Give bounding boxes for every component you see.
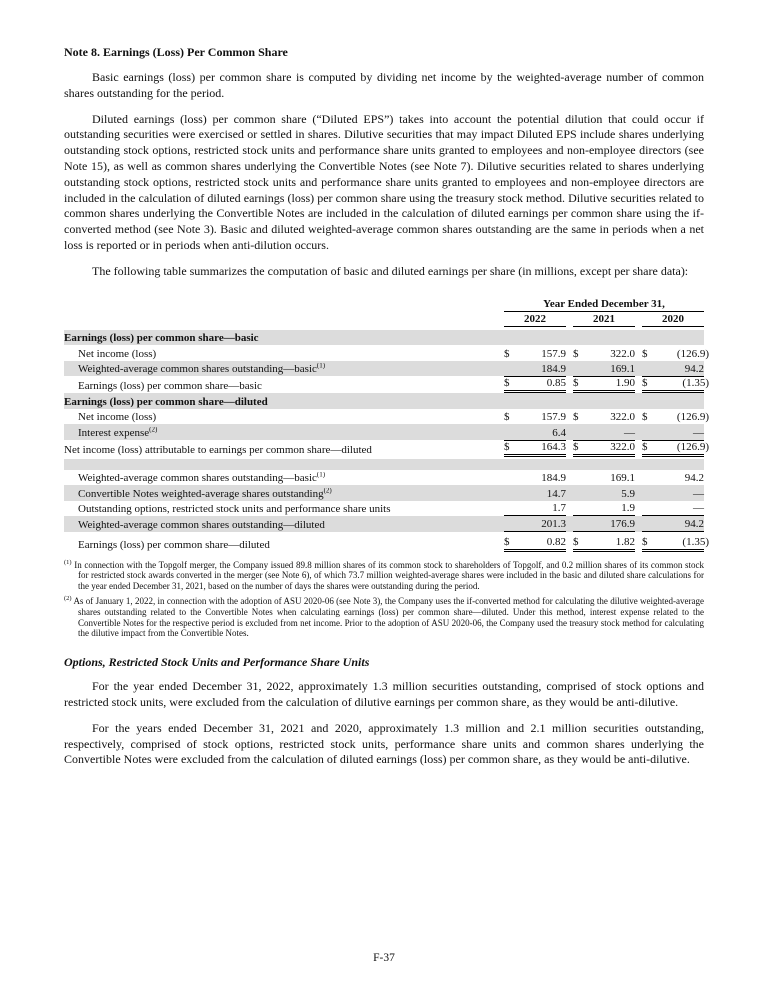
currency-symbol: $ [573, 440, 579, 453]
value: — [693, 487, 704, 500]
value-cell [642, 363, 704, 376]
paragraph-table-intro: The following table summarizes the computation of basic and diluted earnings per share (in millions, except per share data): [92, 263, 689, 278]
footnote-ref: (1) [316, 363, 326, 370]
value: (126.9) [676, 411, 709, 424]
value: 176.9 [610, 517, 635, 530]
footnote-2-marker: (2) [64, 594, 72, 602]
table-row [64, 470, 704, 486]
value-cell [504, 518, 566, 532]
eps-table-body [64, 330, 709, 552]
value-cell [504, 488, 566, 501]
options-rsu-psu-subheading: Options, Restricted Stock Units and Performance Share Units [64, 655, 370, 670]
value-cell [573, 536, 635, 552]
value: 14.7 [546, 487, 566, 500]
year-column-2022: 2022 [504, 313, 566, 327]
table-header-years-row [64, 312, 704, 327]
currency-symbol: $ [573, 347, 579, 360]
value: 94.2 [684, 517, 704, 530]
value-cell [504, 427, 566, 440]
paragraph-2021-2020-exclusions: For the years ended December 31, 2021 and 2020, approximately 1.3 million and 2.1 million securities outstanding, respectively, comprised of stock options, restricted stock units, performance share units and common shares underlying the Convertible Notes were excluded from the calculation of diluted earnings (loss) per common share, as they would be anti-dilutive. [64, 720, 704, 767]
eps-computation-table [64, 297, 709, 552]
value-cell [642, 488, 704, 501]
value: (126.9) [676, 440, 709, 453]
table-row [64, 393, 704, 409]
value: 1.82 [615, 535, 635, 548]
row-label: Interest expense$^{(2)}$ [78, 426, 158, 439]
footnote-1-text: In connection with the Topgolf merger, the Company issued 89.8 million shares of its common stock to shareholders of Topgolf, and 0.2 million shares of its common stock for restricted stock awards converted in the merger (see Note 6), of which 73.7 million weighted-average shares were included in the basic and diluted share calculations for the year ended December 31, 2021, based on the number of days the shares were outstanding during the period. [74, 559, 705, 592]
value: 164.3 [541, 440, 566, 453]
paragraph-diluted-eps: Diluted earnings (loss) per common share (“Diluted EPS”) takes into account the potential dilution that could occur if outstanding securities were exercised or settled in shares. Dilutive securities that may impact Diluted EPS include shares underlying outstanding stock options, restricted stock units and performance share units granted to employees and non-employee directors (see Note 15), as well as common shares underlying the Convertible Notes (see Note 7). Dilutive securities related to shares underlying outstanding stock options, restricted stock units and performance share units granted to employees and non-employee directors are included in the calculation of diluted earnings (loss) per common share using the treasury stock method. Dilutive securities related to common shares underlying the Convertible Notes are included in the calculation of diluted earnings per common share using the if-converted method (see Note 3). Basic and diluted weighted-average common shares outstanding are the same in periods when a net loss is reported or in periods when anti-dilution occurs. [64, 111, 704, 252]
value-cell [504, 472, 566, 485]
currency-symbol: $ [642, 411, 648, 424]
row-label: Net income (loss) [78, 411, 157, 424]
table-row [64, 409, 709, 425]
currency-symbol: $ [573, 535, 579, 548]
table-row [64, 330, 704, 346]
currency-symbol: $ [504, 377, 510, 390]
value: 201.3 [541, 517, 566, 530]
currency-symbol: $ [504, 347, 510, 360]
value: — [693, 426, 704, 439]
value-cell [504, 411, 566, 424]
footnote-ref: (2) [323, 487, 332, 494]
row-label: Outstanding options, restricted stock units and performance share units [78, 503, 391, 516]
footnote-1 [64, 560, 704, 592]
value-cell [504, 348, 566, 361]
table-row [64, 361, 704, 377]
value: 6.4 [552, 426, 566, 439]
table-header [64, 297, 704, 327]
currency-symbol: $ [504, 411, 510, 424]
value-cell [642, 347, 709, 361]
value-cell [573, 472, 635, 485]
row-label: Net income (loss) attributable to earnings per common share—diluted [64, 443, 372, 456]
value: — [693, 502, 704, 515]
value-cell [573, 502, 635, 516]
table-row [64, 376, 709, 393]
currency-symbol: $ [573, 411, 579, 424]
table-row [64, 440, 709, 457]
value: 0.85 [546, 377, 566, 390]
value: (126.9) [676, 347, 709, 360]
value-cell [642, 472, 704, 485]
value: 184.9 [541, 472, 566, 485]
value: 169.1 [610, 363, 635, 376]
value-cell [642, 440, 709, 457]
currency-symbol: $ [642, 377, 648, 390]
value: 5.9 [621, 487, 635, 500]
value: 157.9 [541, 411, 566, 424]
year-ended-header: Year Ended December 31, [504, 298, 704, 312]
year-column-2021: 2021 [573, 313, 635, 327]
currency-symbol: $ [504, 440, 510, 453]
row-label: Net income (loss) [78, 347, 157, 360]
value-cell [642, 427, 704, 440]
page-number: F-37 [373, 952, 395, 964]
value-cell [573, 411, 635, 424]
row-label: Earnings (loss) per common share—basic [78, 380, 262, 393]
table-spacer-row [64, 459, 704, 470]
row-label [64, 469, 704, 470]
table-row [64, 501, 704, 517]
value: 322.0 [610, 411, 635, 424]
row-label: Earnings (loss) per common share—basic [64, 332, 259, 345]
value: 1.90 [615, 377, 635, 390]
currency-symbol: $ [642, 535, 648, 548]
value-cell [573, 427, 635, 440]
value: 184.9 [541, 363, 566, 376]
value-cell [642, 376, 709, 393]
value-cell [573, 376, 635, 393]
value-cell [573, 440, 635, 457]
value: — [624, 426, 635, 439]
table-row [64, 345, 709, 361]
value: 157.9 [541, 347, 566, 360]
value: 322.0 [610, 440, 635, 453]
currency-symbol: $ [504, 535, 510, 548]
footnote-ref: (1) [316, 472, 326, 479]
footnote-2 [64, 596, 704, 639]
table-row [64, 516, 704, 532]
value-cell [504, 363, 566, 376]
value-cell [642, 518, 704, 532]
currency-symbol: $ [573, 377, 579, 390]
value-cell [642, 535, 709, 552]
paragraph-2022-exclusions: For the year ended December 31, 2022, approximately 1.3 million securities outstanding, comprised of stock options and restricted stock units, were excluded from the calculation of dilutive earnings per common share, as they would be anti-dilutive. [64, 679, 704, 709]
value: 94.2 [684, 472, 704, 485]
row-label: Weighted-average common shares outstanding—diluted [78, 518, 325, 531]
footnote-2-text: As of January 1, 2022, in connection with the adoption of ASU 2020-06 (see Note 3), the Company uses the if-converted method for calculating the dilutive weighted-average shares outstanding related to the Convertible Notes when calculating earnings (loss) per common share—diluted. Under this method, interest expense related to the Convertible Notes for the respective period is excluded from net income. Prior to the adoption of ASU 2020-06, the Company used the treasury stock method for calculating the dilutive impact from the Convertible Notes. [73, 595, 704, 639]
value-cell [573, 488, 635, 501]
paragraph-basic-eps: Basic earnings (loss) per common share is computed by dividing net income by the weighted-average number of common shares outstanding for the period. [64, 70, 704, 100]
value-cell [504, 536, 566, 552]
value: 0.82 [546, 535, 566, 548]
value-cell [642, 502, 704, 516]
value-cell [573, 518, 635, 532]
footnote-ref: (2) [149, 426, 158, 433]
value-cell [504, 502, 566, 516]
row-label: Weighted-average common shares outstanding—basic$^{(1)}$ [78, 472, 326, 485]
value-cell [573, 363, 635, 376]
table-row [64, 424, 704, 440]
row-label: Convertible Notes weighted-average shares outstanding$^{(2)}$ [78, 487, 332, 500]
value: 322.0 [610, 347, 635, 360]
value: (1.35) [682, 535, 709, 548]
value: 1.7 [552, 502, 566, 515]
footnotes-section [64, 560, 704, 640]
table-row [64, 535, 709, 552]
currency-symbol: $ [642, 440, 648, 453]
row-label: Weighted-average common shares outstanding—basic$^{(1)}$ [78, 363, 326, 376]
value-cell [504, 376, 566, 393]
currency-symbol: $ [642, 347, 648, 360]
value: 94.2 [684, 363, 704, 376]
value: 169.1 [610, 472, 635, 485]
value-cell [504, 440, 566, 457]
row-label: Earnings (loss) per common share—diluted [64, 395, 268, 408]
value: 1.9 [621, 502, 635, 515]
row-label: Earnings (loss) per common share—diluted [78, 538, 270, 551]
footnote-1-marker: (1) [64, 558, 72, 566]
table-row [64, 485, 704, 501]
table-header-title-row [64, 297, 704, 312]
year-column-2020: 2020 [642, 313, 704, 327]
value-cell [573, 348, 635, 361]
value-cell [642, 411, 709, 424]
note-title: Note 8. Earnings (Loss) Per Common Share [64, 45, 288, 59]
value: (1.35) [682, 377, 709, 390]
